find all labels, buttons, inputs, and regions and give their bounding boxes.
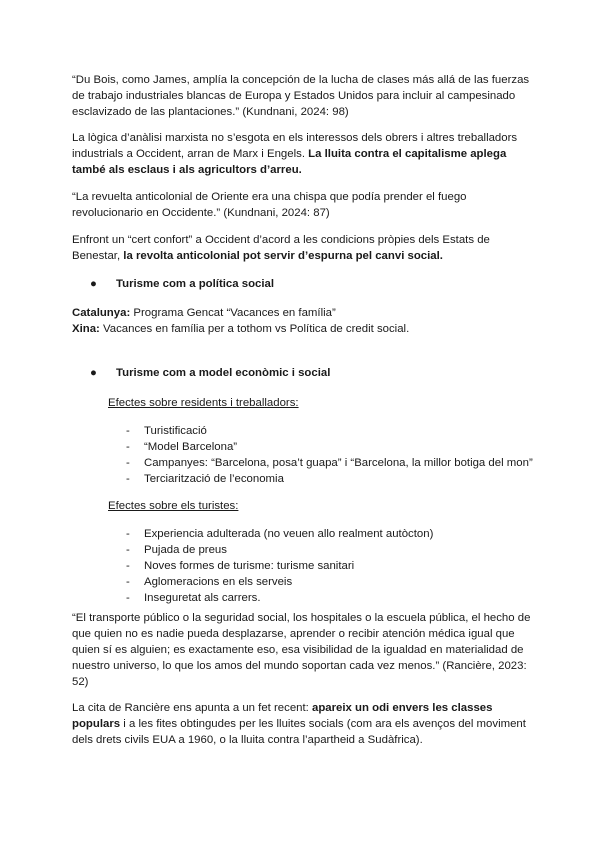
policy-label: Catalunya: [72, 307, 131, 319]
policy-text: Programa Gencat “Vacances en família” [130, 307, 336, 319]
policy-text: Vacances en família per a tothom vs Política de credit social. [99, 323, 410, 335]
list-item: - Turistificació [126, 423, 546, 439]
policy-label: Xina: [72, 323, 100, 335]
list-tourists-effects [126, 526, 546, 606]
list-item: - Inseguretat als carrers. [126, 590, 546, 606]
paragraph-text: Enfront un “cert confort” a Occident d’acord a les condicions pròpies dels Estats de Benestar, [72, 234, 490, 262]
list-item: - Terciarització de l’economia [126, 471, 546, 487]
list-item: - Campanyes: “Barcelona, posa’t guapa” i “Barcelona, la millor botiga del mon” [126, 455, 546, 471]
subheading-tourists: Efectes sobre els turistes: [108, 500, 239, 512]
quote-ranciere: “El transporte público o la seguridad social, los hospitales o la escuela pública, el hecho de que quien no es nadie pueda desplazarse, aprender o recibir atención médica igual que quien sí es alguien; es exactamente eso, esa visibilidad de la igualdad en materialidad de nuestro universo, lo que los amos del mundo soportan cada vez menos.” (Rancière, 2023: 52) [72, 612, 531, 688]
quote-du-bois: “Du Bois, como James, amplía la concepción de la lucha de clases más allá de las fuerzas de trabajo industriales blancas de Europa y Estados Unidos para incluir al campesinado esclavizado de las plantaciones.” (Kundnani, 2024: 98) [72, 74, 530, 118]
paragraph-emphasis: La lluita contra el capitalisme aplega també als esclaus i als agricultors d’arreu. [72, 148, 507, 176]
list-item: - Aglomeracions en els serveis [126, 574, 546, 590]
paragraph-emphasis: la revolta anticolonial pot servir d’espurna pel canvi social. [123, 250, 443, 262]
section-title: Turisme com a política social [116, 278, 275, 290]
paragraph-ranciere-commentary [72, 700, 532, 748]
paragraph-marxist-analysis [72, 130, 532, 178]
bullet-icon: ● [90, 367, 97, 379]
paragraph-emphasis: apareix un odi envers les classes populars [72, 702, 493, 730]
policy-examples [72, 305, 532, 337]
bullet-icon: ● [90, 278, 97, 290]
paragraph-anticolonial-revolt [72, 232, 532, 264]
list-item: - Pujada de preus [126, 542, 546, 558]
list-item: - “Model Barcelona” [126, 439, 546, 455]
list-item: - Experiencia adulterada (no veuen allo realment autòcton) [126, 526, 546, 542]
policy-line-catalunya [72, 305, 532, 321]
section-heading-tourism-economic-model [90, 365, 530, 381]
quote-kundnani: “La revuelta anticolonial de Oriente era una chispa que podía prender el fuego revolucionario en Occidente.” (Kundnani, 2024: 87) [72, 191, 467, 219]
subheading-residents: Efectes sobre residents i treballadors: [108, 397, 299, 409]
paragraph-text: i a les fites obtingudes per les lluites socials (com ara els avenços del moviment dels drets civils EUA a 1960, o la lluita contra l’apartheid a Sudàfrica). [72, 718, 526, 746]
policy-line-xina [72, 321, 532, 337]
section-title: Turisme com a model econòmic i social [116, 367, 331, 379]
paragraph-text: La cita de Rancière ens apunta a un fet recent: [72, 702, 312, 714]
list-residents-effects [126, 423, 546, 487]
section-heading-tourism-social-policy [90, 276, 530, 292]
list-item: - Noves formes de turisme: turisme sanitari [126, 558, 546, 574]
paragraph-text: La lògica d’anàlisi marxista no s’esgota en els interessos dels obrers i altres treballadors industrials a Occident, arran de Marx i Engels. [72, 132, 518, 160]
